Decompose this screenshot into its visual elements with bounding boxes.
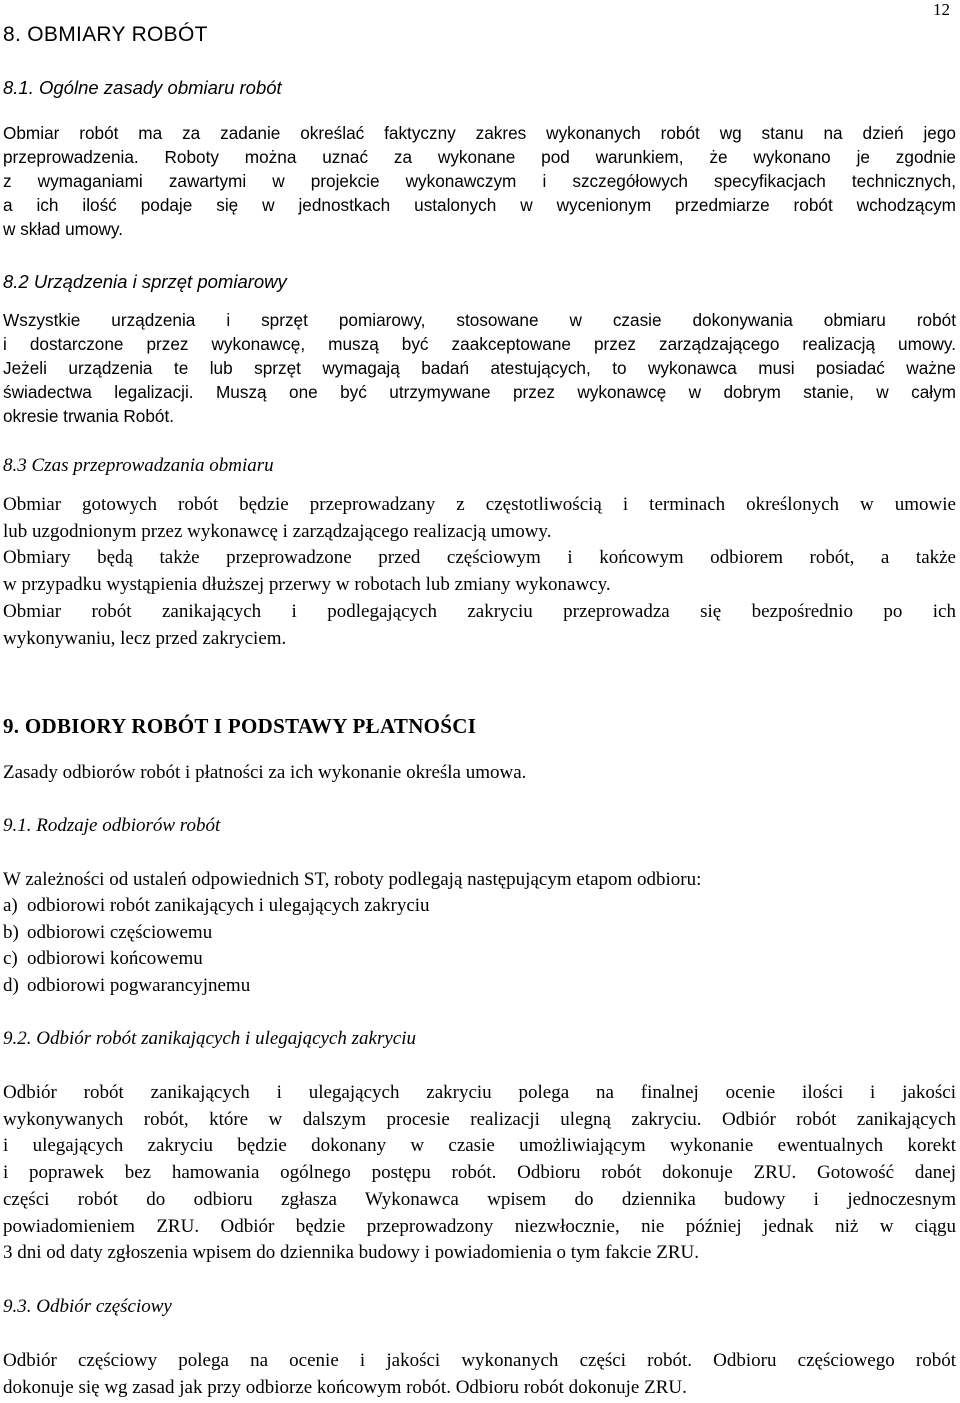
paragraph-line: Zasady odbiorów robót i płatności za ich wykonanie określa umowa. bbox=[3, 762, 527, 783]
paragraph-line: wykonywaniu, lecz przed zakryciem. bbox=[3, 627, 287, 649]
list-item-text: odbiorowi końcowemu bbox=[27, 948, 203, 970]
section-9-1-title: 9.1. Rodzaje odbiorów robót bbox=[3, 815, 221, 836]
paragraph-line: W zależności od ustaleń odpowiednich ST, roboty podlegają następującym etapom odbioru: bbox=[3, 869, 702, 890]
paragraph-line: wykonywanych robót, które w dalszym procesie realizacji ulegną zakryciu. Odbiór robót zanikających bbox=[3, 1108, 956, 1130]
paragraph-line: Obmiar robót ma za zadanie określać faktyczny zakres wykonanych robót wg stanu na dzień jego bbox=[3, 123, 956, 143]
section-9-2-title: 9.2. Odbiór robót zanikających i ulegających zakryciu bbox=[3, 1028, 416, 1049]
page-number: 12 bbox=[933, 0, 950, 19]
list-marker: c) bbox=[3, 948, 18, 970]
paragraph-line: Jeżeli urządzenia te lub sprzęt wymagają badań atestujących, to wykonawca musi posiadać ważne bbox=[3, 358, 956, 378]
section-8-1-paragraph bbox=[3, 121, 956, 241]
paragraph-line: okresie trwania Robót. bbox=[3, 406, 175, 426]
list-marker: d) bbox=[3, 975, 19, 997]
list-item-text: odbiorowi robót zanikających i ulegających zakryciu bbox=[27, 895, 430, 916]
paragraph-line: lub uzgodnionym przez wykonawcę i zarządzającego realizacją umowy. bbox=[3, 520, 552, 542]
section-8-1-title: 8.1. Ogólne zasady obmiaru robót bbox=[3, 77, 282, 98]
section-9-intro bbox=[3, 760, 956, 787]
section-9-2-paragraph bbox=[3, 1080, 956, 1267]
section-9-1-intro bbox=[3, 867, 956, 894]
list-item bbox=[3, 946, 430, 973]
paragraph-line: części robót do odbioru zgłasza Wykonawca wpisem do dziennika budowy i jednoczesnym bbox=[3, 1188, 956, 1210]
paragraph-line: Odbiór częściowy polega na ocenie i jakości wykonanych części robót. Odbioru częściowego robót bbox=[3, 1350, 956, 1371]
section-8-3-paragraph bbox=[3, 492, 956, 652]
paragraph-line: i ulegających zakryciu będzie dokonany w czasie umożliwiającym wykonanie ewentualnych korekt bbox=[3, 1135, 956, 1157]
paragraph-line: w przypadku wystąpienia dłuższej przerwy w robotach lub zmiany wykonawcy. bbox=[3, 574, 611, 596]
acceptance-stages-list bbox=[3, 893, 430, 1000]
list-item bbox=[3, 973, 430, 1000]
list-item bbox=[3, 893, 430, 920]
list-item-text: odbiorowi częściowemu bbox=[27, 921, 213, 943]
list-item-text: odbiorowi pogwarancyjnemu bbox=[27, 975, 251, 997]
paragraph-line: i poprawek bez hamowania ogólnego postępu robót. Odbioru robót dokonuje ZRU. Gotowość danej bbox=[3, 1162, 956, 1184]
paragraph-line: Odbiór robót zanikających i ulegających zakryciu polega na finalnej ocenie ilości i jakości bbox=[3, 1082, 956, 1103]
paragraph-line: powiadomieniem ZRU. Odbiór będzie przeprowadzony niezwłocznie, nie później jednak niż w ciągu bbox=[3, 1215, 956, 1237]
section-9-3-title: 9.3. Odbiór częściowy bbox=[3, 1296, 172, 1317]
paragraph-line: dokonuje się wg zasad jak przy odbiorze końcowym robót. Odbioru robót dokonuje ZRU. bbox=[3, 1376, 687, 1398]
paragraph-line: Obmiar gotowych robót będzie przeprowadzany z częstotliwością i terminach określonych w umowie bbox=[3, 494, 956, 515]
list-marker: a) bbox=[3, 895, 18, 916]
section-8-title: 8. OBMIARY ROBÓT bbox=[3, 23, 208, 46]
paragraph-line: Wszystkie urządzenia i sprzęt pomiarowy, stosowane w czasie dokonywania obmiaru robót bbox=[3, 310, 956, 330]
paragraph-line: Obmiary będą także przeprowadzone przed częściowym i końcowym odbiorem robót, a także bbox=[3, 547, 956, 569]
section-9-title: 9. ODBIORY ROBÓT I PODSTAWY PŁATNOŚCI bbox=[3, 714, 477, 738]
section-9-3-paragraph bbox=[3, 1348, 956, 1401]
paragraph-line: przeprowadzenia. Roboty można uznać za wykonane pod warunkiem, że wykonano je zgodnie bbox=[3, 147, 956, 167]
paragraph-line: a ich ilość podaje się w jednostkach ustalonych w wycenionym przedmiarze robót wchodzącym bbox=[3, 195, 956, 215]
paragraph-line: świadectwa legalizacji. Muszą one być utrzymywane przez wykonawcę w dobrym stanie, w całym bbox=[3, 382, 956, 402]
paragraph-line: Obmiar robót zanikających i podlegających zakryciu przeprowadza się bezpośrednio po ich bbox=[3, 600, 956, 622]
paragraph-line: z wymaganiami zawartymi w projekcie wykonawczym i szczegółowych specyfikacjach technicznych, bbox=[3, 171, 956, 191]
section-8-2-paragraph bbox=[3, 308, 956, 428]
section-8-3-title: 8.3 Czas przeprowadzania obmiaru bbox=[3, 455, 274, 476]
list-item bbox=[3, 920, 430, 947]
paragraph-line: w skład umowy. bbox=[3, 219, 124, 239]
paragraph-line: 3 dni od daty zgłoszenia wpisem do dziennika budowy i powiadomienia o tym fakcie ZRU. bbox=[3, 1242, 699, 1264]
section-8-2-title: 8.2 Urządzenia i sprzęt pomiarowy bbox=[3, 271, 287, 292]
paragraph-line: i dostarczone przez wykonawcę, muszą być zaakceptowane przez zarządzającego realizacją umowy. bbox=[3, 334, 956, 354]
list-marker: b) bbox=[3, 921, 19, 943]
